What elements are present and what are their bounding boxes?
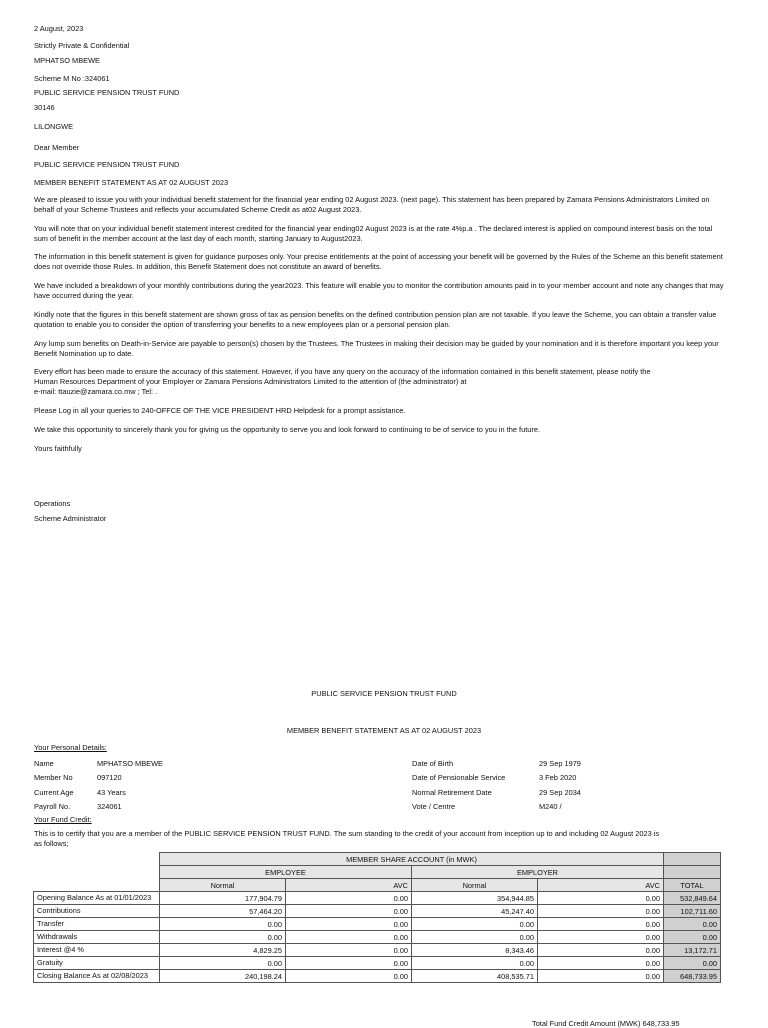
statement-title: MEMBER BENEFIT STATEMENT AS AT 02 AUGUST 2023 <box>286 726 482 735</box>
table-row <box>34 918 721 931</box>
employee-avc-value: 0.00 <box>286 970 412 983</box>
employee-normal-value: 4,829.25 <box>160 944 286 957</box>
total-header-spacer <box>664 866 721 879</box>
total-header-spacer <box>664 853 721 866</box>
paragraph-death-benefit: Any lump sum benefits on Death-in-Service are payable to person(s) chosen by the Trustees. The Trustees in making their decision may be guided by your nomination and it is therefore important you keep your Benefit Nomination up to date. <box>34 339 719 358</box>
scheme-number: Scheme M No :324061 <box>34 74 110 83</box>
employer-normal-value: 8,343.46 <box>412 944 538 957</box>
row-label: Closing Balance As at 02/08/2023 <box>34 970 160 983</box>
employee-normal-value: 0.00 <box>160 918 286 931</box>
address-fund-name: PUBLIC SERVICE PENSION TRUST FUND <box>34 88 180 97</box>
table-row <box>34 931 721 944</box>
detail-label-vote: Vote / Centre <box>412 802 456 811</box>
row-label: Gratuity <box>34 957 160 970</box>
detail-value-retirement: 29 Sep 2034 <box>539 788 581 797</box>
employer-avc-value: 0.00 <box>538 918 664 931</box>
detail-value-payroll: 324061 <box>97 802 122 811</box>
employer-avc-header: AVC <box>538 879 664 892</box>
detail-value-dob: 29 Sep 1979 <box>539 759 581 768</box>
detail-label-member-no: Member No <box>34 773 73 782</box>
employer-avc-value: 0.00 <box>538 931 664 944</box>
employer-header: EMPLOYER <box>412 866 664 879</box>
row-label: Contributions <box>34 905 160 918</box>
detail-value-vote: M240 / <box>539 802 562 811</box>
certify-line-1: This is to certify that you are a member of the PUBLIC SERVICE PENSION TRUST FUND. The sum standing to the credit of your account from inception up to and including 02 August 2023 is <box>34 829 660 838</box>
employee-normal-value: 177,904.79 <box>160 892 286 905</box>
signoff-administrator: Scheme Administrator <box>34 514 107 523</box>
address-city: LILONGWE <box>34 122 74 131</box>
detail-label-pensionable-service: Date of Pensionable Service <box>412 773 506 782</box>
signoff-operations: Operations <box>34 499 71 508</box>
paragraph-contributions: We have included a breakdown of your monthly contributions during the year2023. This feature will enable you to monitor the contribution amounts paid in to your member account and note any changes that may have occurred during the year. <box>34 281 724 300</box>
row-label: Interest @4 % <box>34 944 160 957</box>
letter-subject: MEMBER BENEFIT STATEMENT AS AT 02 AUGUST 2023 <box>34 178 229 187</box>
table-corner <box>34 853 160 866</box>
total-value: 0.00 <box>664 931 721 944</box>
total-value: 648,733.95 <box>664 970 721 983</box>
total-value: 532,849.64 <box>664 892 721 905</box>
total-value: 0.00 <box>664 957 721 970</box>
accuracy-line-2: Human Resources Department of your Employer or Zamara Pensions Administrators Limited to the attention of (the administrator) at <box>34 377 467 386</box>
detail-label-dob: Date of Birth <box>412 759 454 768</box>
employee-avc-value: 0.00 <box>286 944 412 957</box>
employee-avc-value: 0.00 <box>286 957 412 970</box>
table-row <box>34 944 721 957</box>
closing: Yours faithfully <box>34 444 82 453</box>
employer-avc-value: 0.00 <box>538 892 664 905</box>
employer-normal-value: 354,944.85 <box>412 892 538 905</box>
detail-label-name: Name <box>34 759 54 768</box>
employer-normal-value: 408,535.71 <box>412 970 538 983</box>
row-label: Withdrawals <box>34 931 160 944</box>
employer-normal-header: Normal <box>412 879 538 892</box>
table-row <box>34 892 721 905</box>
detail-value-member-no: 097120 <box>97 773 122 782</box>
total-fund-credit-line: Total Fund Credit Amount (MWK) 648,733.95 <box>532 1019 680 1028</box>
member-share-account-header: MEMBER SHARE ACCOUNT (in MWK) <box>160 853 664 866</box>
employer-normal-value: 45,247.40 <box>412 905 538 918</box>
employer-normal-value: 0.00 <box>412 957 538 970</box>
paragraph-tax: Kindly note that the figures in this benefit statement are shown gross of tax as pension benefits on the defined contribution pension plan are not taxable. If you leave the Scheme, you can obtain a transfer value quotation to enable you to consider the option of transferring your benefits to a new employees plan or a personal pension plan. <box>34 310 717 329</box>
member-name: MPHATSO MBEWE <box>34 56 100 65</box>
row-label: Transfer <box>34 918 160 931</box>
table-row <box>34 970 721 983</box>
total-value: 13,172.71 <box>664 944 721 957</box>
confidential-note: Strictly Private & Confidential <box>34 41 130 50</box>
employee-avc-value: 0.00 <box>286 892 412 905</box>
detail-value-name: MPHATSO MBEWE <box>97 759 163 768</box>
employer-avc-value: 0.00 <box>538 905 664 918</box>
employee-normal-value: 0.00 <box>160 957 286 970</box>
paragraph-guidance: The information in this benefit statement is given for guidance purposes only. Your precise entitlements at the point of accessing your benefit will be governed by the Rules of the Scheme an this benefit statement does not override those Rules. In addition, this Benefit Statement does not constitute an award of benefits. <box>34 252 723 271</box>
employer-avc-value: 0.00 <box>538 944 664 957</box>
thanks-note: We take this opportunity to sincerely thank you for giving us the opportunity to serve you and look forward to continuing to be of service to you in the future. <box>34 425 540 434</box>
helpdesk-note: Please Log in all your queries to 240-OFFCE OF THE VICE PRESIDENT HRD Helpdesk for a prompt assistance. <box>34 406 406 415</box>
detail-value-age: 43 Years <box>97 788 126 797</box>
table-header-row-3 <box>34 879 721 892</box>
employee-avc-value: 0.00 <box>286 931 412 944</box>
total-value: 102,711.60 <box>664 905 721 918</box>
employer-avc-value: 0.00 <box>538 970 664 983</box>
letter-date: 2 August, 2023 <box>34 24 84 33</box>
table-row <box>34 957 721 970</box>
fund-table-body <box>34 892 721 983</box>
employee-normal-header: Normal <box>160 879 286 892</box>
employee-avc-value: 0.00 <box>286 905 412 918</box>
contact-email: e-mail: ttauzie@zamara.co.mw ; Tel: . <box>34 387 158 396</box>
employer-normal-value: 0.00 <box>412 918 538 931</box>
paragraph-interest: You will note that on your individual benefit statement interest credited for the financial year ending02 August 2023 is at the rate 4%p.a . The declared interest is applied on compound interest basis on the total sum of benefit in the member account at the last day of each month, starting January to August2023. <box>34 224 713 243</box>
fund-credit-heading: Your Fund Credit: <box>34 815 92 824</box>
employee-normal-value: 57,464.20 <box>160 905 286 918</box>
table-header-row-1 <box>34 853 721 866</box>
table-row <box>34 905 721 918</box>
table-corner <box>34 879 160 892</box>
fund-credit-table <box>33 852 721 983</box>
letter-fund-heading: PUBLIC SERVICE PENSION TRUST FUND <box>34 160 180 169</box>
detail-label-payroll: Payroll No. <box>34 802 71 811</box>
row-label: Opening Balance As at 01/01/2023 <box>34 892 160 905</box>
personal-details-heading: Your Personal Details: <box>34 743 107 752</box>
paragraph-intro: We are pleased to issue you with your individual benefit statement for the financial year ending 02 August 2023. (next page). This statement has been prepared by Zamara Pensions Administrators Limited on behalf of your Scheme Trustees and reflects your accumulated Scheme Credit as at02 August 2023. <box>34 195 710 214</box>
certify-line-2: as follows; <box>34 839 69 848</box>
employer-avc-value: 0.00 <box>538 957 664 970</box>
address-postal-code: 30146 <box>34 103 55 112</box>
statement-fund-name: PUBLIC SERVICE PENSION TRUST FUND <box>311 689 457 698</box>
total-header: TOTAL <box>664 879 721 892</box>
detail-value-pensionable-service: 3 Feb 2020 <box>539 773 577 782</box>
table-header-row-2 <box>34 866 721 879</box>
total-value: 0.00 <box>664 918 721 931</box>
table-corner <box>34 866 160 879</box>
employee-header: EMPLOYEE <box>160 866 412 879</box>
employee-normal-value: 0.00 <box>160 931 286 944</box>
accuracy-line-1: Every effort has been made to ensure the accuracy of this statement. However, if you have any query on the accuracy of the information contained in this benefit statement, please notify the <box>34 367 651 376</box>
detail-label-retirement: Normal Retirement Date <box>412 788 492 797</box>
employer-normal-value: 0.00 <box>412 931 538 944</box>
employee-avc-value: 0.00 <box>286 918 412 931</box>
employee-normal-value: 240,198.24 <box>160 970 286 983</box>
employee-avc-header: AVC <box>286 879 412 892</box>
salutation: Dear Member <box>34 143 80 152</box>
detail-label-age: Current Age <box>34 788 74 797</box>
